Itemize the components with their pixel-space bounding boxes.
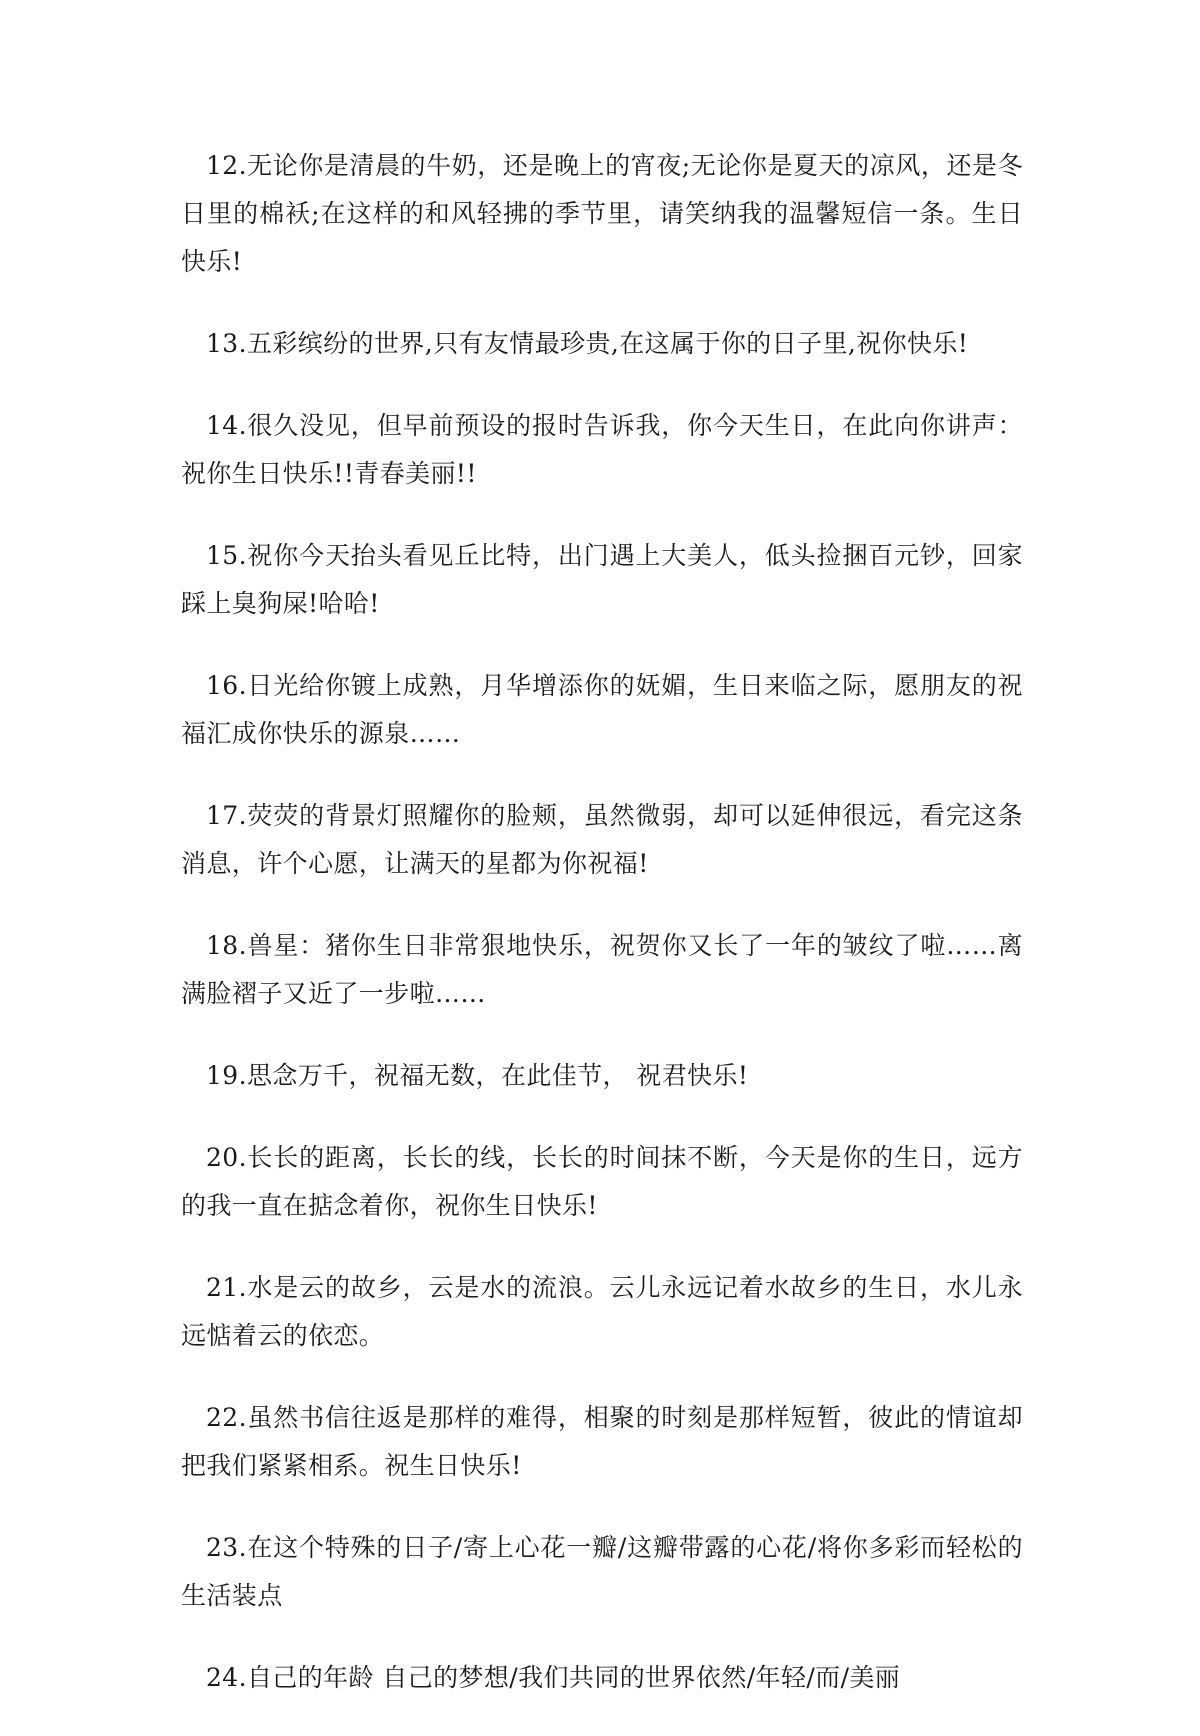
paragraph-23: 23.在这个特殊的日子/寄上心花一瓣/这瓣带露的心花/将你多彩而轻松的生活装点 xyxy=(181,1533,1023,1610)
paragraph-16: 16.日光给你镀上成熟，月华增添你的妩媚，生日来临之际，愿朋友的祝福汇成你快乐的源泉…… xyxy=(181,671,1023,748)
paragraph-22: 22.虽然书信往返是那样的难得，相聚的时刻是那样短暂，彼此的情谊却把我们紧紧相系。祝生日快乐! xyxy=(181,1403,1023,1480)
paragraph-18: 18.兽星：猪你生日非常狠地快乐，祝贺你又长了一年的皱纹了啦……离满脸褶子又近了一步啦…… xyxy=(181,931,1023,1008)
paragraph-14: 14.很久没见，但早前预设的报时告诉我，你今天生日，在此向你讲声：祝你生日快乐!!青春美丽!! xyxy=(181,411,1023,488)
paragraph-19: 19.思念万千，祝福无数，在此佳节， 祝君快乐! xyxy=(206,1061,749,1090)
paragraph-20: 20.长长的距离，长长的线，长长的时间抹不断，今天是你的生日，远方的我一直在掂念着你，祝你生日快乐! xyxy=(181,1143,1023,1220)
paragraph-13: 13.五彩缤纷的世界,只有友情最珍贵,在这属于你的日子里,祝你快乐! xyxy=(206,329,969,358)
paragraph-24: 24.自己的年龄 自己的梦想/我们共同的世界依然/年轻/而/美丽 xyxy=(206,1663,901,1692)
paragraph-15: 15.祝你今天抬头看见丘比特，出门遇上大美人，低头捡捆百元钞，回家踩上臭狗屎!哈哈! xyxy=(181,541,1023,618)
paragraph-21: 21.水是云的故乡，云是水的流浪。云儿永远记着水故乡的生日，水儿永远惦着云的依恋。 xyxy=(181,1273,1023,1350)
paragraph-17: 17.荧荧的背景灯照耀你的脸颊，虽然微弱，却可以延伸很远，看完这条消息，许个心愿，让满天的星都为你祝福! xyxy=(181,801,1023,878)
document-body xyxy=(181,142,1023,1736)
paragraph-12: 12.无论你是清晨的牛奶，还是晚上的宵夜;无论你是夏天的凉风，还是冬日里的棉袄;在这样的和风轻拂的季节里，请笑纳我的温馨短信一条。生日快乐! xyxy=(181,151,1023,276)
